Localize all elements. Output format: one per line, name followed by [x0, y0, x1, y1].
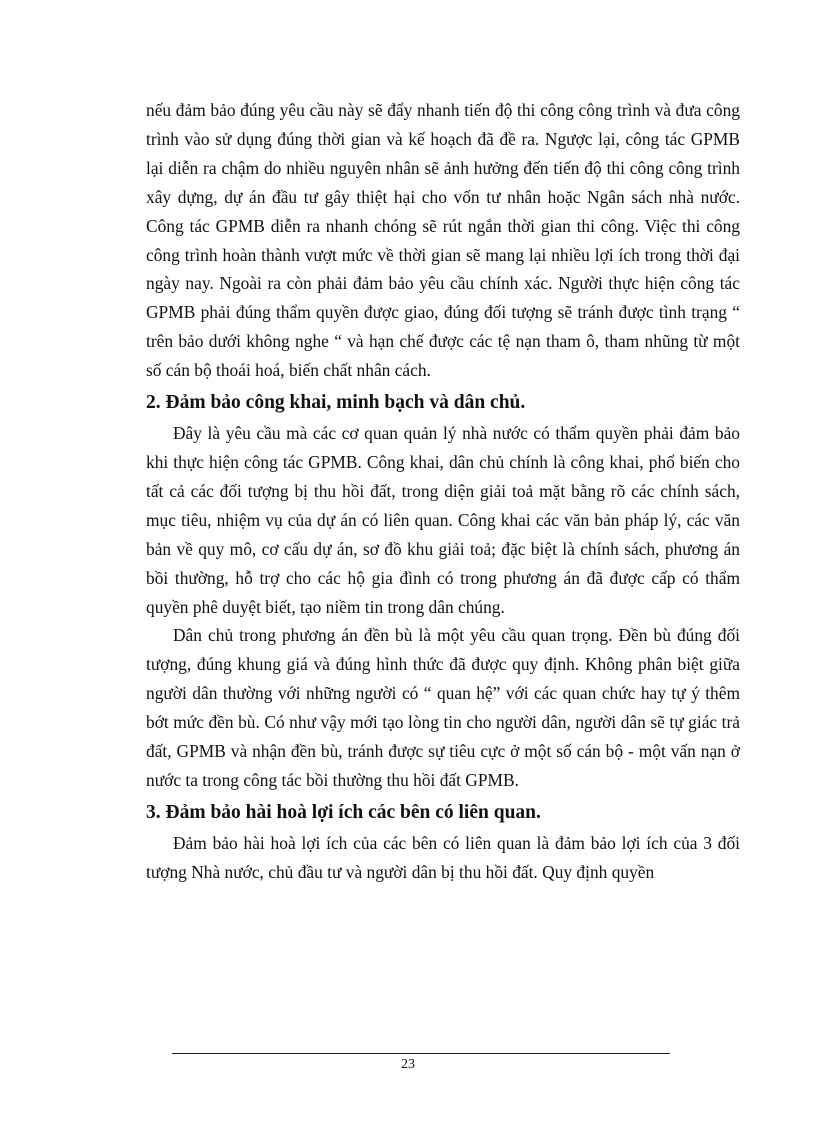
paragraph-section3-1: Đảm bảo hài hoà lợi ích của các bên có liên quan là đảm bảo lợi ích của 3 đối tượng Nhà nước, chủ đầu tư và người dân bị thu hồi đất. Quy định quyền [146, 832, 740, 882]
paragraph-section2-1: Đây là yêu cầu mà các cơ quan quản lý nhà nước có thẩm quyền phải đảm bảo khi thực hiện công tác GPMB. Công khai, dân chủ chính là công khai, phổ biến cho tất cả các đối tượng bị thu hồi đất, trong diện giải toả mặt bằng rõ các chính sách, mục tiêu, nhiệm vụ của dự án có liên quan. Công khai các văn bản pháp lý, các văn bản về quy mô, cơ cấu dự án, sơ đồ khu giải toả; đặc biệt là chính sách, phương án bồi thường, hỗ trợ cho các hộ gia đình có trong phương án đã được cấp có thẩm quyền phê duyệt biết, tạo niềm tin trong dân chúng. [146, 423, 740, 617]
section-heading-3: 3. Đảm bảo hài hoà lợi ích các bên có liên quan. [146, 801, 541, 823]
section-heading-2: 2. Đảm bảo công khai, minh bạch và dân chủ. [146, 392, 526, 414]
paragraph-section2-2: Dân chủ trong phương án đền bù là một yêu cầu quan trọng. Đền bù đúng đối tượng, đúng khung giá và đúng hình thức đã được quy định. Không phân biệt giữa người dân thường với những người có “ quan hệ” với các quan chức hay tự ý thêm bớt mức đền bù. Có như vậy mới tạo lòng tin cho người dân, người dân sẽ tự giác trả đất, GPMB và nhận đền bù, tránh được sự tiêu cực ở một số cán bộ - một vấn nạn ở nước ta trong công tác bồi thường thu hồi đất GPMB. [146, 625, 740, 790]
paragraph-intro: nếu đảm bảo đúng yêu cầu này sẽ đẩy nhanh tiến độ thi công công trình và đưa công trình vào sử dụng đúng thời gian và kế hoạch đã đề ra. Ngược lại, công tác GPMB lại diễn ra chậm do nhiều nguyên nhân sẽ ảnh hưởng đến tiến độ thi công công trình xây dựng, dự án đầu tư gây thiệt hại cho vốn tư nhân hoặc Ngân sách nhà nước. Công tác GPMB diễn ra nhanh chóng sẽ rút ngắn thời gian thi công. Việc thi công công trình hoàn thành vượt mức về thời gian sẽ mang lại nhiều lợi ích trong thời đại ngày nay. Ngoài ra còn phải đảm bảo yêu cầu chính xác. Người thực hiện công tác GPMB phải đúng thẩm quyền được giao, đúng đối tượng sẽ tránh được tình trạng “ trên bảo dưới không nghe “ và hạn chế được các tệ nạn tham ô, tham nhũng từ một số cán bộ thoái hoá, biến chất nhân cách. [146, 100, 740, 381]
page-number: 23 [401, 1057, 415, 1072]
page-body [146, 96, 740, 887]
footer-divider [172, 1053, 670, 1054]
